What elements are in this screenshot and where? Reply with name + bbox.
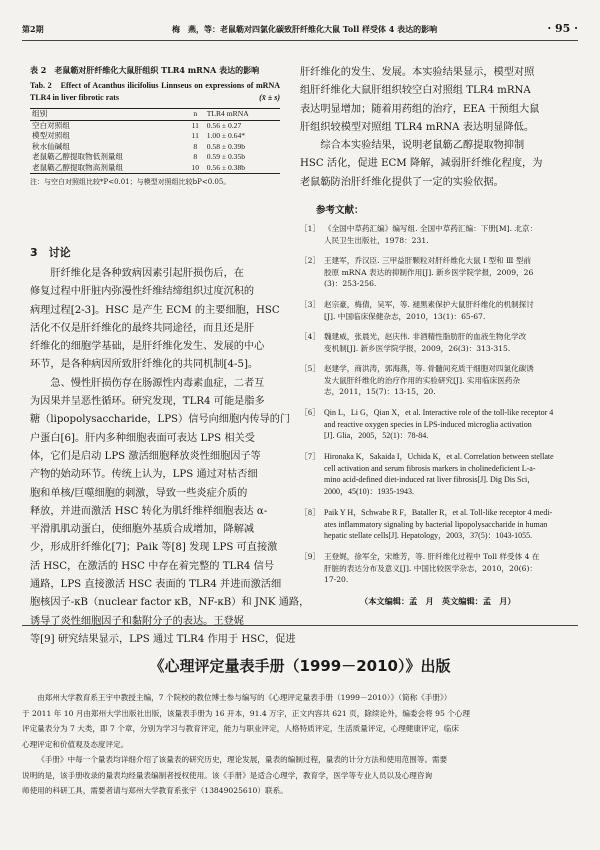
- announcement-line: 说明的是，该手册收录的量表均经量表编制者授权使用。该《手册》是适合心理学，教育学，医学等专业人员以及心理咨询: [22, 770, 433, 780]
- reference-line: Hironaka K，Sakaida I，Uchida K，et al. Correlation between stellate: [324, 452, 554, 461]
- editor-credit: （本文编辑：孟 月 英文编辑：孟 月）: [360, 596, 516, 606]
- announcement-line: 由郑州大学教育系王宇中教授主编，7 个院校的教位博士参与编写的《心理评定量表手册（1999－2010）》（简称《手册》）: [37, 693, 452, 702]
- reference-line: mino acid-defined diet-induced rat liver fibrosis[J]. Dig Dis Sci，: [324, 475, 536, 485]
- text-line: 修复过程中肝脏内弥漫性纤维结缔组织过度沉积的: [30, 286, 255, 298]
- reference-item: [300, 407, 578, 442]
- col-header-tlr4: TLR4 mRNA: [205, 109, 280, 121]
- cell-tlr4: 0.58 ± 0.39b: [206, 141, 246, 151]
- table-row: [30, 142, 280, 153]
- text-line: 通路，LPS 直接激活 HSC 表面的 TLR4 并进而激活细: [30, 579, 282, 591]
- announcement-line: 《手册》中每一个量表均详细介绍了该量表的研究历史，理论发展，量表的编制过程，量表的计分方法和使用范围等。需要: [37, 755, 448, 764]
- text-line: 肝纤维化是各种致病因素引起肝损伤后，在: [50, 268, 244, 279]
- cell-group: 秋水仙碱组: [32, 141, 70, 151]
- table-row: [30, 131, 280, 142]
- col-header-group: 组别: [30, 109, 186, 121]
- reference-item: [300, 223, 578, 246]
- text-line: 胞核因子-κB（nuclear factor κB，NF-κB）和 JNK 通路，: [30, 597, 310, 609]
- announcement-line: 心理评定和价值观及态度评定。: [22, 739, 129, 749]
- table-title-en-text: Tab. 2 Effect of Acanthus ilicifolius Linnseus on expressions of mRNA TLR4 in liver fibrotic rats: [30, 81, 280, 102]
- reference-line: 人民卫生出版社，1978：231.: [324, 235, 429, 245]
- reference-number: ［1］: [300, 224, 321, 233]
- tlr4-table: [30, 108, 280, 174]
- text-line: 胞和单核/巨噬细胞的刺激，导致一些炎症介质的: [30, 487, 248, 499]
- section-rule: [22, 625, 578, 626]
- reference-line: hepatic stellate cells[J]. Hepatology，2003，37(5)：1043-1055.: [324, 531, 533, 541]
- text-line: 纤维化的细胞学基础，是肝纤维化发生、发展的中心: [30, 341, 265, 353]
- reference-item: [300, 255, 578, 290]
- text-line: 糖（lipopolysaccharide，LPS）信号向细胞内传导的门: [30, 414, 291, 426]
- reference-line: 王登娓，徐军全，宋维芳，等. 肝纤维化过程中 Toll 样受体 4 在: [324, 552, 540, 561]
- reference-line: (3)：253-256.: [324, 279, 377, 289]
- table-row: [30, 152, 280, 163]
- reference-number: ［3］: [300, 300, 321, 309]
- reference-line: 2000，45(10)：1935-1943.: [324, 486, 414, 496]
- reference-line: 肝脏的表达分布及意义[J]. 中国比较医学杂志，2010，20(6)：: [324, 563, 538, 573]
- text-line: 肝组织较模型对照组 TLR4 mRNA 表达明显降低。: [300, 121, 535, 133]
- table-header-row: [30, 109, 280, 121]
- text-line: 组肝纤维化大鼠肝组织较空白对照组 TLR4 mRNA: [300, 85, 531, 97]
- reference-number: ［7］: [300, 452, 320, 461]
- reference-line: and reactive oxygen species in LPS-induced microglia activation: [324, 419, 532, 429]
- reference-line: 17-20.: [324, 575, 349, 585]
- text-line: 病理过程[2-3]。HSC 是产生 ECM 的主要细胞，HSC: [30, 304, 280, 316]
- running-header: [22, 24, 578, 38]
- reference-line: cell activation and serum fibrosis markers in cholinedeficient L-a-: [324, 463, 536, 473]
- text-line: HSC 活化，促进 ECM 降解，减弱肝纤维化程度，为: [300, 158, 543, 170]
- text-line: 平滑肌肌动蛋白，使细胞外基质合成增加，降解减: [30, 524, 255, 536]
- table-block: [30, 64, 280, 187]
- reference-number: ［8］: [300, 508, 320, 517]
- reference-number: ［9］: [300, 552, 321, 561]
- table-row: [30, 120, 280, 131]
- cell-group: 模型对照组: [32, 131, 70, 140]
- page-number: · 95 ·: [547, 22, 578, 35]
- reference-line: [J]. Glia，2005，52(1)：78-84.: [324, 431, 429, 441]
- table-body: [30, 120, 280, 174]
- reference-line: 魏建威，张晨光，赵庆伟. 非酒精性脂肪肝的血液生物化学改: [324, 332, 527, 341]
- cell-tlr4: 0.59 ± 0.35b: [206, 152, 246, 161]
- cell-tlr4: 0.56 ± 0.38b: [205, 163, 280, 174]
- announcement-line: 于 2011 年 10 月由郑州大学出版社出版，该量表手册为 16 开本，91.4 万字，正文内容共 621 页，除续论外，编委会将 95 个心理: [22, 708, 470, 718]
- reference-line: Paik Y H，Schwabe R F，Bataller R，et al. Toll-like receptor 4 medi-: [324, 508, 553, 517]
- text-line: 老鼠簕防治肝纤维化提供了一定的实验依据。: [300, 176, 504, 188]
- table-title-cn: 表 2 老鼠簕对肝纤维化大鼠肝组织 TLR4 mRNA 表达的影响: [30, 65, 260, 75]
- reference-line: 赵宗豪，梅倩，吴军，等. 褪黑素保护大鼠肝纤维化的机制探讨: [324, 300, 534, 309]
- reference-line: 发大鼠肝纤维化的治疗作用的实验研究[J]. 实用临床医药杂: [324, 375, 521, 385]
- header-rule: [22, 40, 578, 41]
- announcement-line: 师使用的科研工具，需要者请与郑州大学教育系张宇（13849025610）联系。: [22, 786, 288, 795]
- text-line: 少，形成肝纤维化[7]；Paik 等[8] 发现 LPS 可直接激: [30, 542, 278, 554]
- issue-label: 第2期: [22, 24, 44, 34]
- text-line: 急、慢性肝损伤存在肠源性内毒素血症，二者互: [50, 377, 265, 389]
- cell-tlr4: 1.00 ± 0.64*: [206, 131, 246, 140]
- reference-item: [300, 451, 578, 497]
- section-heading-discussion: 3 讨论: [30, 246, 71, 259]
- reference-line: 《全国中草药汇编》编写组. 全国中草药汇编：下册[M]. 北京：: [324, 224, 538, 233]
- cell-group: 空白对照组: [32, 120, 70, 130]
- text-line: 活 HSC，在激活的 HSC 中存在着完整的 TLR4 信号: [30, 560, 275, 572]
- reference-line: 王建军，乔汉臣. 三甲益肝颗粒对肝纤维化大鼠 Ⅰ 型和 Ⅲ 型前: [324, 256, 532, 265]
- text-line: 表达明显增加；随着用药组的治疗，EEA 干预组大鼠: [300, 103, 540, 115]
- cell-group: 老鼠簕乙醇提取物低剂量组: [32, 152, 124, 161]
- running-title: 梅 燕，等：老鼠簕对四氯化碳致肝纤维化大鼠 Toll 样受体 4 表达的影响: [172, 24, 438, 34]
- text-line: 综合本实验结果，说明老鼠簕乙醇提取物抑制: [320, 140, 525, 152]
- table-row: [30, 163, 280, 174]
- text-line: 等[9] 研究结果显示，LPS 通过 TLR4 作用于 HSC，促进: [30, 633, 296, 645]
- table-title-en: [30, 80, 280, 104]
- text-line: 环节，是各种病因所致肝纤维化的共同机制[4-5]。: [30, 359, 259, 371]
- reference-number: ［6］: [300, 408, 320, 417]
- table-stat-label: (x̄ ± s): [259, 93, 280, 102]
- col-header-n: n: [186, 109, 205, 121]
- text-line: 活化不仅是肝纤维化的最终共同途径，而且还是肝: [30, 322, 255, 334]
- cell-tlr4: 0.56 ± 0.27: [206, 120, 242, 130]
- reference-line: ates inflammatory signaling by bacterial lipopolysaccharide in human: [324, 519, 548, 529]
- reference-line: 变机制[J]. 新乡医学院学报，2009，26(3)：313-315.: [324, 343, 511, 353]
- reference-item: [300, 363, 578, 398]
- reference-item: [300, 551, 578, 586]
- reference-line: [J]. 中国临床保健杂志，2010，13(1)：65-67.: [324, 311, 486, 321]
- cell-n: 11: [191, 120, 199, 130]
- cell-n: 8: [193, 152, 198, 161]
- reference-line: 赵建学，商洪涛，郭海燕，等. 骨髓间充质干细胞对四氯化碳诱: [324, 364, 534, 373]
- discussion-left-column: [30, 265, 310, 649]
- references-heading: 参考文献：: [316, 205, 364, 216]
- cell-n: 8: [193, 141, 198, 151]
- text-line: 肝纤维化的发生、发展。本实验结果显示，模型对照: [300, 67, 535, 78]
- text-line: 诱导了炎性细胞因子和黏附分子的表达。王登娓: [30, 615, 244, 627]
- reference-number: ［2］: [300, 256, 321, 265]
- text-line: 户蛋白[6]。肝内多种细胞表面可表达 LPS 相关受: [30, 432, 255, 444]
- cell-group: 老鼠簕乙醇提取物高剂量组: [30, 163, 186, 174]
- text-line: 产物的始动环节。传统上认为，LPS 通过对枯否细: [30, 469, 258, 481]
- reference-number: ［4］: [300, 332, 321, 341]
- reference-item: [300, 331, 578, 354]
- reference-line: 胶原 mRNA 表达的抑制作用[J]. 新乡医学院学报，2009，26: [324, 267, 534, 277]
- reference-item: [300, 299, 578, 322]
- text-line: 为因果并呈恶性循环。研究发现，TLR4 可能是脂多: [30, 396, 265, 408]
- table-note: 注：与空白对照组比较*P<0.01；与模型对照组比较bP<0.05。: [30, 178, 231, 186]
- reference-item: [300, 507, 578, 542]
- cell-n: 10: [186, 163, 205, 174]
- announcement-title: 《心理评定量表手册（1999－2010）》出版: [149, 657, 451, 675]
- announcement-body: [22, 690, 578, 799]
- reference-line: Qin L，Li G，Qian X，et al. Interactive role of the toll-like receptor 4: [324, 408, 554, 417]
- cell-n: 11: [191, 131, 199, 140]
- text-line: 体，它们是启动 LPS 激活细胞释放炎性细胞因子等: [30, 450, 261, 462]
- reference-line: 志，2011，15(7)：13-15，20.: [324, 387, 436, 397]
- reference-number: ［5］: [300, 364, 321, 373]
- announcement-line: 评定量表分为 7 大类，即 7 个章，分别为学习与教育评定，能力与职业评定，人格特质评定，生活质量评定，心理健康评定，临床: [22, 724, 459, 733]
- discussion-right-column: [300, 64, 575, 192]
- text-line: 释放，并进而激活 HSC 转化为肌纤维样细胞表达 α-: [30, 505, 268, 517]
